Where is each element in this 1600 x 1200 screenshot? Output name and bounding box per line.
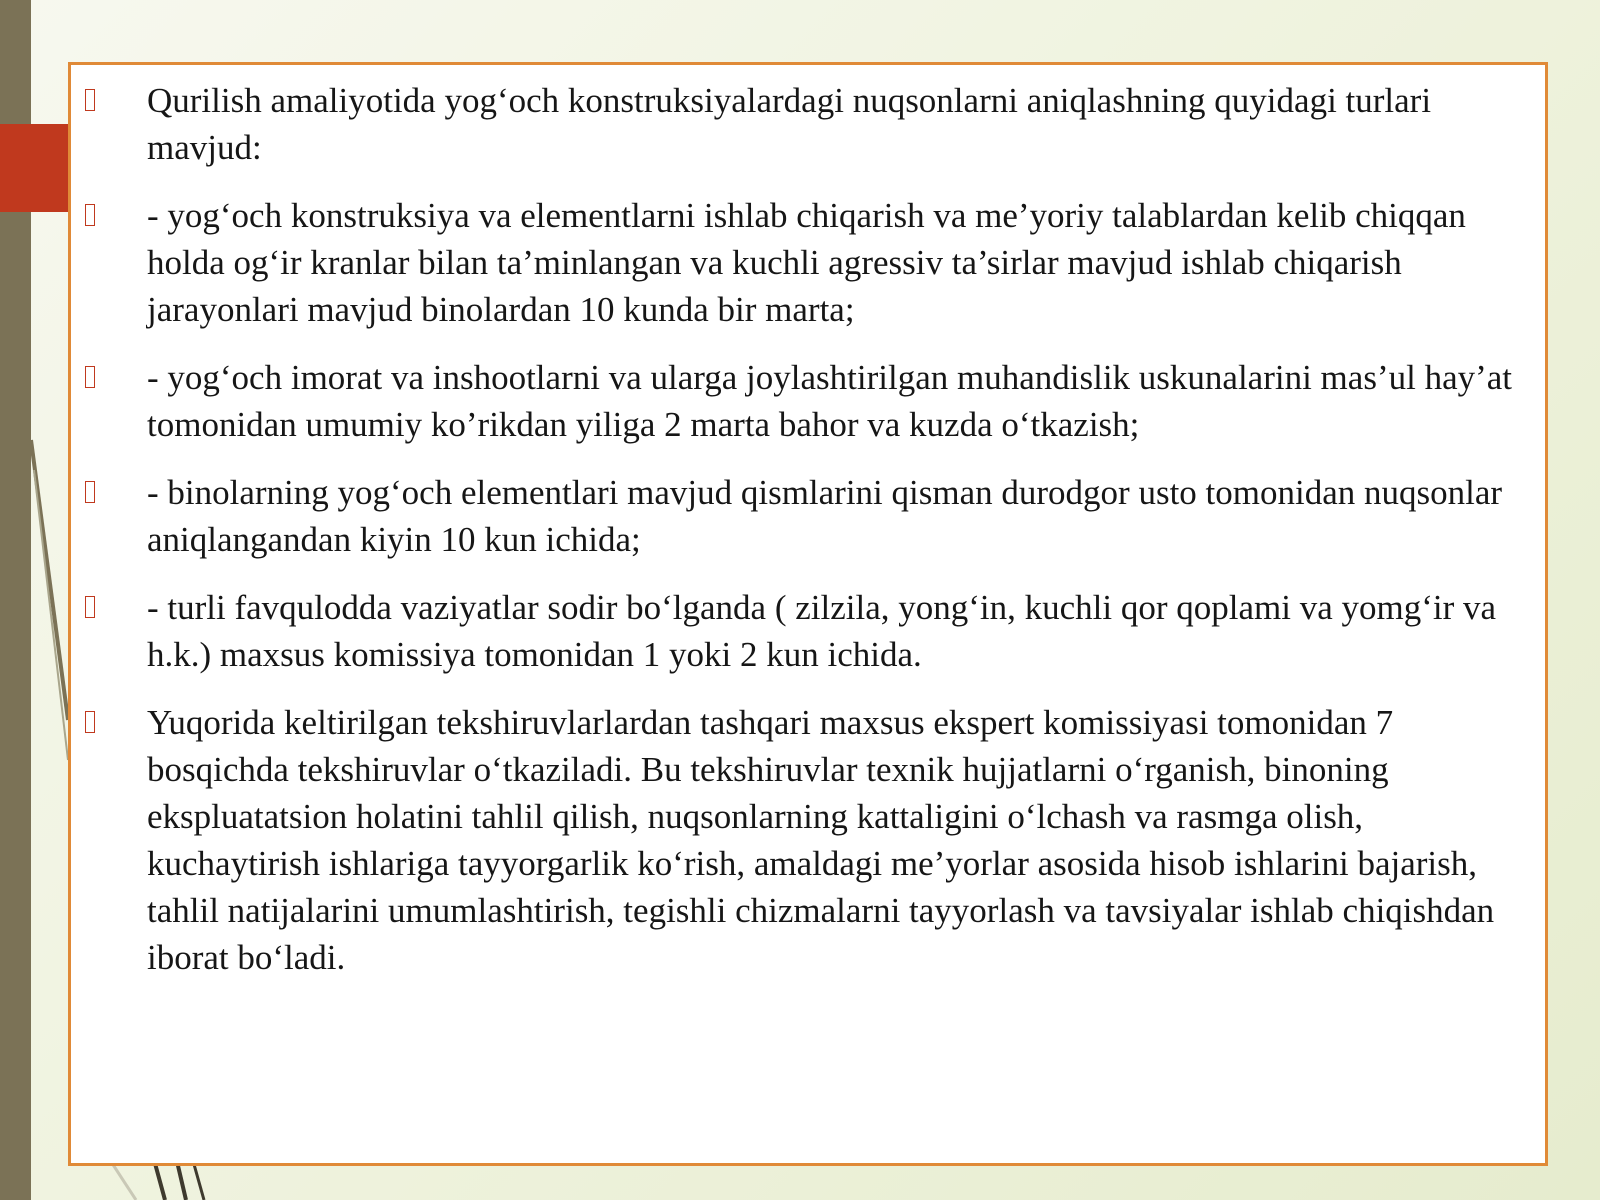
red-accent-block xyxy=(0,124,68,212)
bullet-item xyxy=(71,469,1515,563)
bullet-item xyxy=(71,77,1515,171)
bullet-text: Yuqorida keltirilgan tekshiruvlarlardan tashqari maxsus ekspert komissiyasi tomonidan 7 bosqichda tekshiruvlar o‘tkaziladi. Bu tekshiruvlar texnik hujjatlarni o‘rganish, binoning ekspluatatsion holatini tahlil qilish, nuqsonlarning kattaligini o‘lchash va rasmga olish, kuchaytirish ishlariga tayyorgarlik ko‘rish, amaldagi me’yorlar asosida hisob ishlarini bajarish, tahlil natijalarini umumlashtirish, tegishli chizmalarni tayyorlash va tavsiyalar ishlab chiqishdan iborat bo‘ladi. xyxy=(147,703,1495,977)
bullet-item xyxy=(71,584,1515,678)
bullet-item xyxy=(71,192,1515,333)
square-outline-icon xyxy=(85,481,95,503)
bullet-text: - yog‘och imorat va inshootlarni va ularga joylashtirilgan muhandislik uskunalarini mas’ul hay’at tomonidan umumiy ko’rikdan yiliga 2 marta bahor va kuzda o‘tkazish; xyxy=(147,358,1513,444)
bullet-text: Qurilish amaliyotida yog‘och konstruksiyalardagi nuqsonlarni aniqlashning quyidagi turlari mavjud: xyxy=(147,81,1432,167)
bullet-text: - yog‘och konstruksiya va elementlarni ishlab chiqarish va me’yoriy talablardan kelib chiqqan holda og‘ir kranlar bilan ta’minlangan va kuchli agressiv ta’sirlar mavjud ishlab chiqarish jarayonlari mavjud binolardan 10 kunda bir marta; xyxy=(147,196,1466,329)
square-outline-icon xyxy=(85,596,95,618)
square-outline-icon xyxy=(85,204,95,226)
bullet-item xyxy=(71,699,1515,981)
bullet-text: - binolarning yog‘och elementlari mavjud qismlarini qisman durodgor usto tomonidan nuqsonlar aniqlangandan kiyin 10 kun ichida; xyxy=(147,473,1503,559)
content-box xyxy=(68,62,1548,1166)
square-outline-icon xyxy=(85,366,95,388)
bullet-list xyxy=(71,65,1545,981)
bullet-item xyxy=(71,354,1515,448)
bullet-text: - turli favqulodda vaziyatlar sodir bo‘lganda ( zilzila, yong‘in, kuchli qor qoplami va yomg‘ir va h.k.) maxsus komissiya tomonidan 1 yoki 2 kun ichida. xyxy=(147,588,1497,674)
square-outline-icon xyxy=(85,711,95,733)
square-outline-icon xyxy=(85,89,95,111)
